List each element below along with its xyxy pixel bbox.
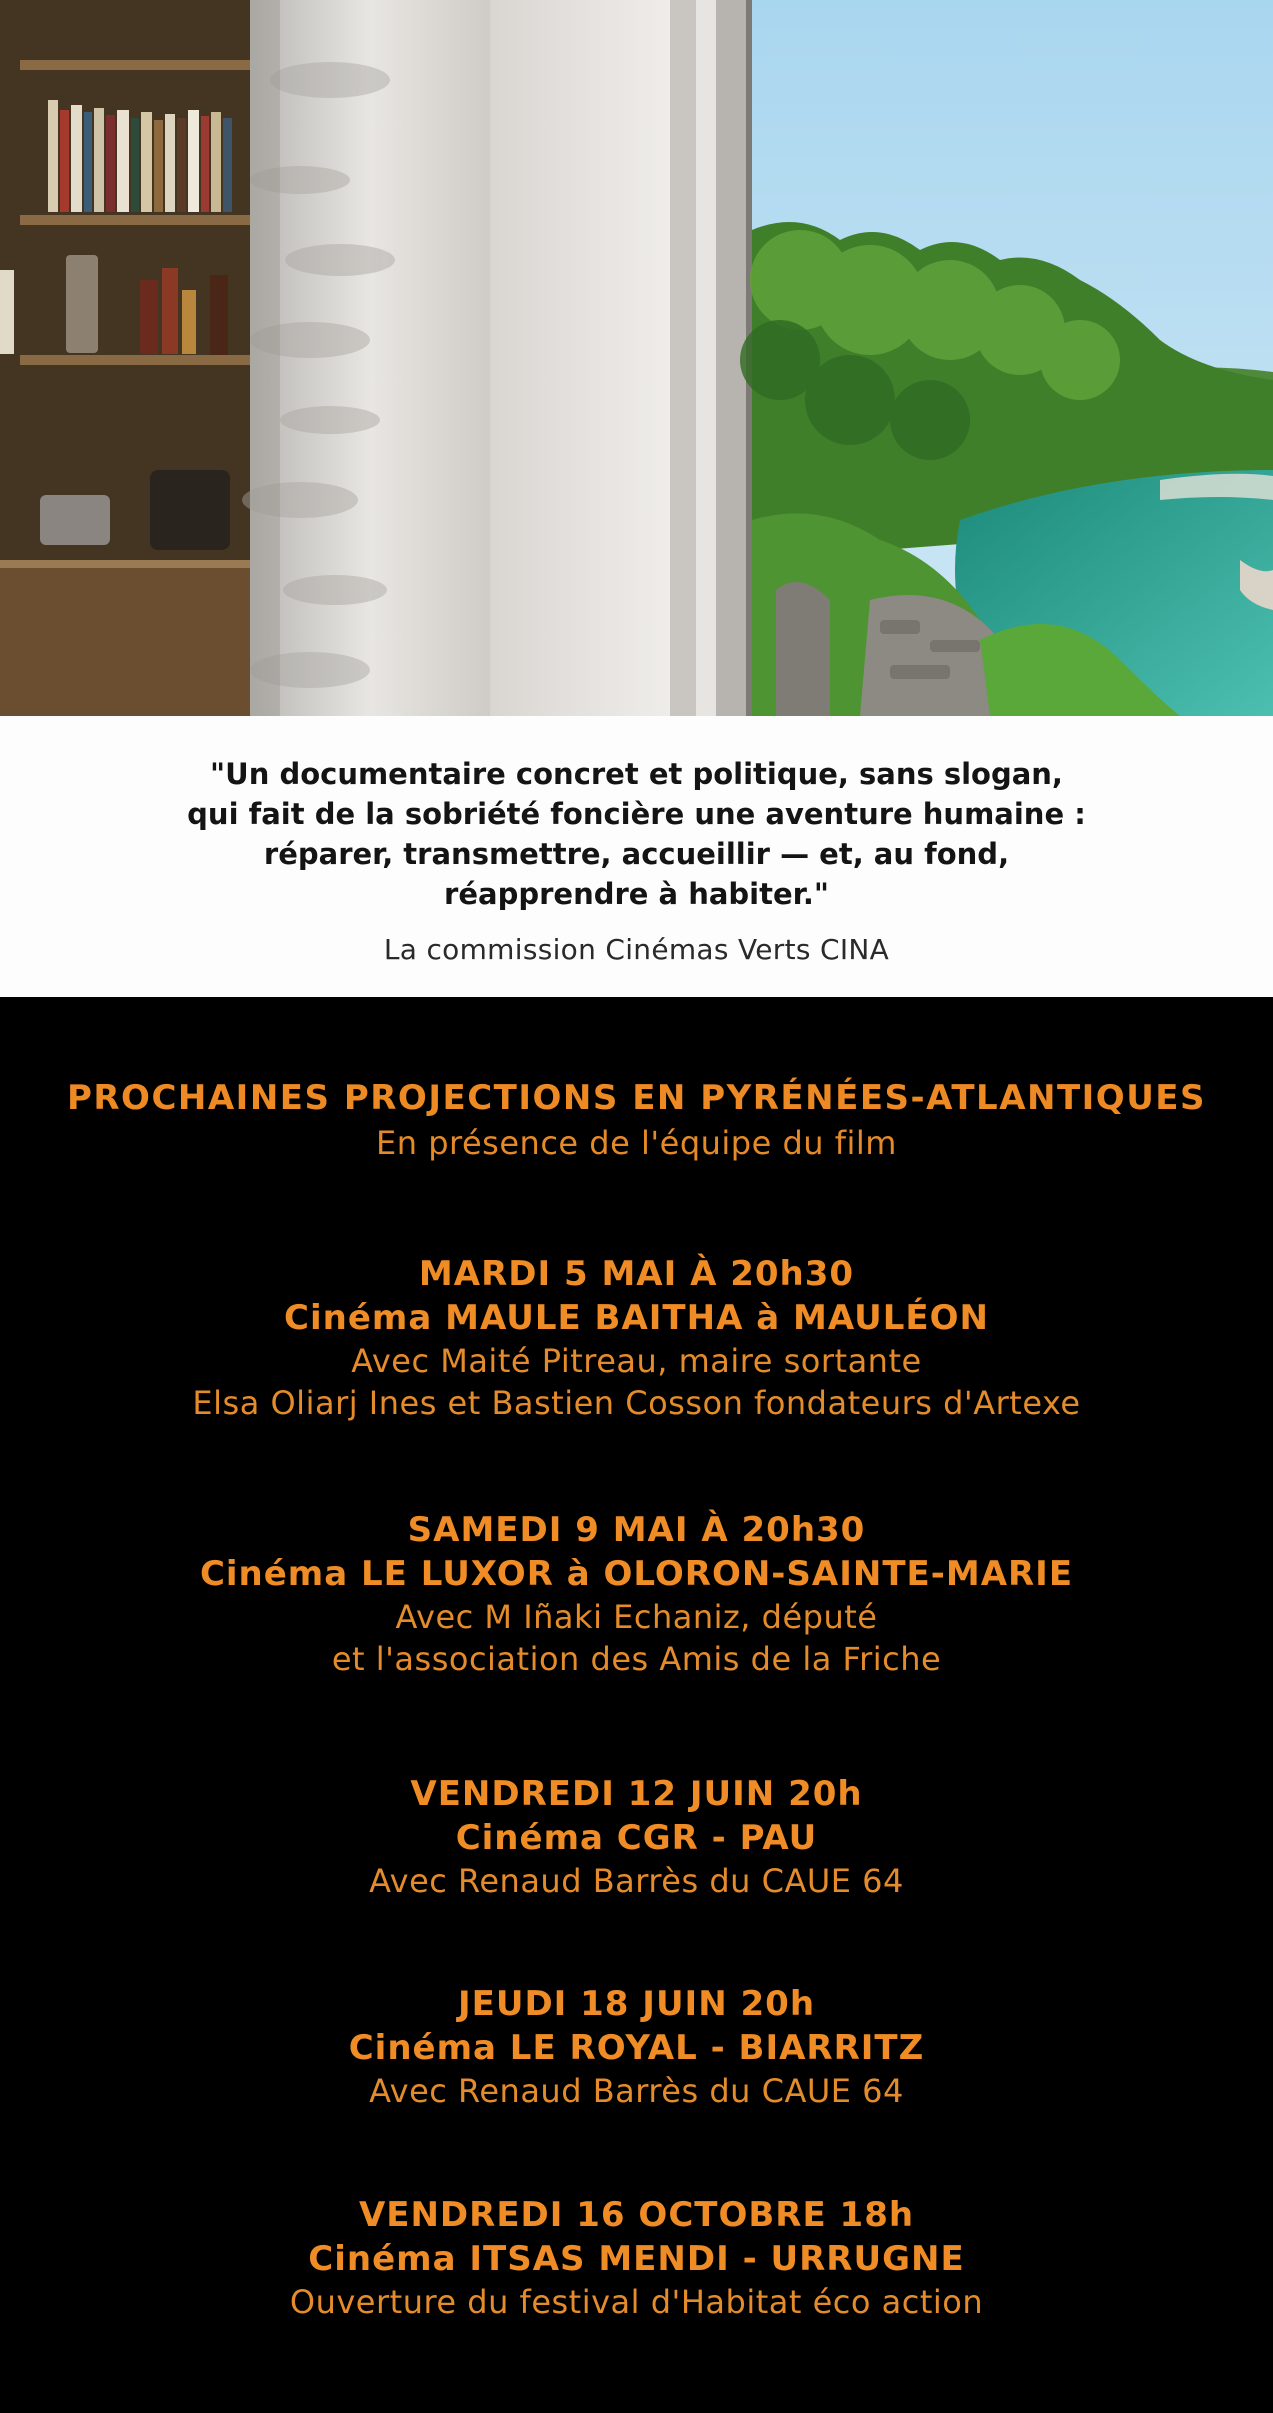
- event-guest: Avec Renaud Barrès du CAUE 64: [369, 2072, 904, 2110]
- quote-text: [0, 754, 1273, 914]
- quote-line: "Un documentaire concret et politique, sans slogan,: [210, 757, 1063, 791]
- hero-photo: [0, 0, 1273, 716]
- event-guest: Avec Renaud Barrès du CAUE 64: [369, 1862, 904, 1900]
- window-river-image: [0, 0, 1273, 716]
- event-guest: Elsa Oliarj Ines et Bastien Cosson fondateurs d'Artexe: [192, 1384, 1081, 1422]
- quote-line: réapprendre à habiter.": [444, 877, 829, 911]
- event-date: JEUDI 18 JUIN 20h: [457, 1984, 816, 2024]
- event-venue: Cinéma LE LUXOR à OLORON-SAINTE-MARIE: [199, 1554, 1074, 1594]
- event-venue: Cinéma MAULE BAITHA à MAULÉON: [284, 1298, 989, 1338]
- event-date: VENDREDI 12 JUIN 20h: [410, 1774, 863, 1814]
- section-subheading: En présence de l'équipe du film: [376, 1124, 897, 1162]
- quote-band: [0, 716, 1273, 997]
- event-venue: Cinéma ITSAS MENDI - URRUGNE: [308, 2239, 965, 2279]
- event-venue: Cinéma LE ROYAL - BIARRITZ: [348, 2028, 925, 2068]
- quote-source: La commission Cinémas Verts CINA: [383, 933, 890, 966]
- screening-event: [0, 2193, 1273, 2323]
- screening-event: [0, 1982, 1273, 2112]
- event-venue: Cinéma CGR - PAU: [455, 1818, 818, 1858]
- screening-event: [0, 1508, 1273, 1680]
- event-date: MARDI 5 MAI À 20h30: [418, 1254, 855, 1294]
- section-heading: PROCHAINES PROJECTIONS EN PYRÉNÉES-ATLANTIQUES: [66, 1078, 1207, 1118]
- screening-event: [0, 1772, 1273, 1902]
- screening-event: [0, 1252, 1273, 1424]
- quote-line: qui fait de la sobriété foncière une aventure humaine :: [187, 797, 1086, 831]
- event-date: SAMEDI 9 MAI À 20h30: [407, 1510, 866, 1550]
- event-guest: Avec M Iñaki Echaniz, député: [395, 1598, 878, 1636]
- event-guest: et l'association des Amis de la Friche: [331, 1640, 942, 1678]
- event-guest: Avec Maité Pitreau, maire sortante: [351, 1342, 922, 1380]
- quote-line: réparer, transmettre, accueillir — et, au fond,: [263, 837, 1010, 871]
- event-date: VENDREDI 16 OCTOBRE 18h: [358, 2195, 915, 2235]
- screenings-section: [0, 997, 1273, 2413]
- event-guest: Ouverture du festival d'Habitat éco action: [289, 2283, 984, 2321]
